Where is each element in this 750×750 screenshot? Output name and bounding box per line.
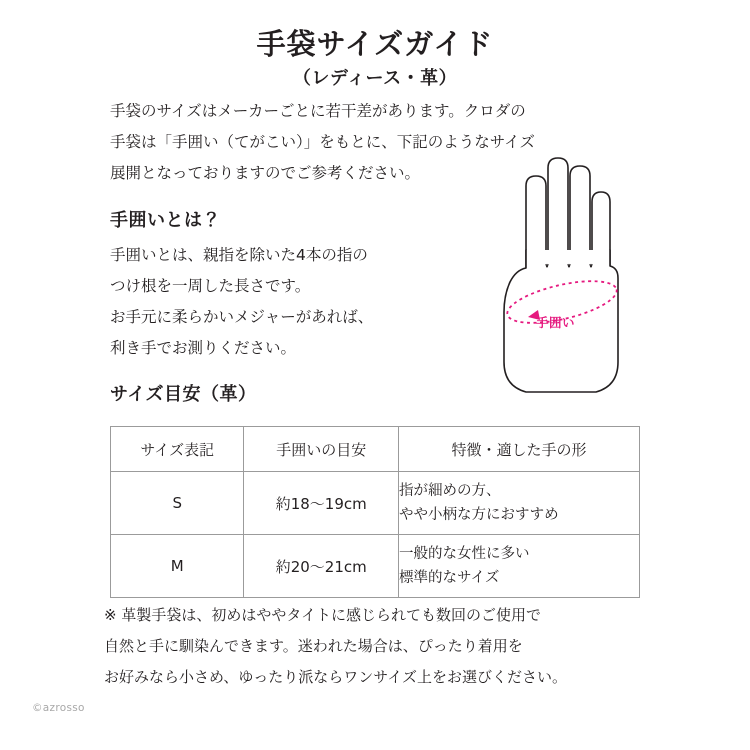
row-size-m: M xyxy=(111,535,244,598)
table-header-size: サイズ表記 xyxy=(111,427,244,472)
row-desc-m-line1: 一般的な女性に多い xyxy=(399,546,530,562)
size-table-body xyxy=(111,472,640,598)
table-header-measure: 手囲いの目安 xyxy=(244,427,399,472)
table-row xyxy=(111,472,640,535)
page-subtitle: （レディース・革） xyxy=(292,68,458,89)
row-measure-m: 約20〜21cm xyxy=(244,535,399,598)
glove-illustration xyxy=(470,150,700,420)
row-desc-s-line1: 指が細めの方、 xyxy=(399,483,501,499)
footnote xyxy=(104,600,664,693)
row-size-s: S xyxy=(111,472,244,535)
row-desc-s-line2: やや小柄な方におすすめ xyxy=(399,507,559,523)
footnote-line-1: ※ 革製手袋は、初めはややタイトに感じられても数回のご使用で xyxy=(104,606,542,624)
footnote-line-3: お好みなら小さめ、ゆったり派ならワンサイズ上をお選びください。 xyxy=(104,668,568,686)
tegakoi-line-2: つけ根を一周した長さです。 xyxy=(110,277,311,295)
credit-text: ©azrosso xyxy=(32,702,85,714)
tegakoi-line-3: お手元に柔らかいメジャーがあれば、 xyxy=(110,308,374,326)
table-header-row xyxy=(111,427,640,472)
size-table-head xyxy=(111,427,640,472)
table-row xyxy=(111,535,640,598)
section-body-tegakoi xyxy=(110,240,510,364)
row-measure-s: 約18〜19cm xyxy=(244,472,399,535)
section-heading-size: サイズ目安（革） xyxy=(110,384,257,405)
intro-line-2: 手袋は「手囲い（てがこい）」をもとに、下記のようなサイズ xyxy=(110,133,536,151)
glove-outline-icon xyxy=(470,150,700,420)
size-table xyxy=(110,426,640,598)
section-heading-tegakoi: 手囲いとは？ xyxy=(110,210,221,231)
row-desc-m xyxy=(399,535,640,598)
tegakoi-line-4: 利き手でお測りください。 xyxy=(110,339,297,357)
row-desc-m-line2: 標準的なサイズ xyxy=(399,570,500,586)
intro-line-1: 手袋のサイズはメーカーごとに若干差があります。クロダの xyxy=(110,102,526,120)
page-title: 手袋サイズガイド xyxy=(256,27,494,61)
measure-label: 手囲い xyxy=(536,315,576,330)
intro-line-3: 展開となっておりますのでご参考ください。 xyxy=(110,164,421,182)
tegakoi-line-1: 手囲いとは、親指を除いた4本の指の xyxy=(110,246,368,264)
footnote-line-2: 自然と手に馴染んできます。迷われた場合は、ぴったり着用を xyxy=(104,637,523,655)
table-header-desc: 特徴・適した手の形 xyxy=(399,427,640,472)
row-desc-s xyxy=(399,472,640,535)
